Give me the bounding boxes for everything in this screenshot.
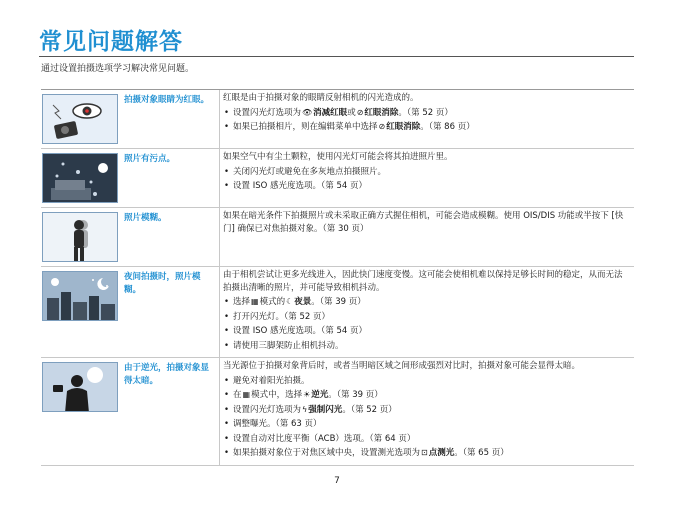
title-rule	[39, 56, 634, 57]
mode-icon: ⊡	[421, 448, 428, 457]
faq-solution-cell	[220, 358, 634, 465]
faq-problem-title: 由于逆光，拍摄对象显得太暗。	[124, 363, 210, 386]
night-scene-photo-icon	[42, 271, 118, 321]
solution-text: 设置闪光灯选项为	[233, 107, 302, 118]
solution-item	[223, 340, 630, 353]
solution-text: 。（第 52 页）	[342, 404, 397, 415]
solution-item	[223, 389, 630, 402]
red-eye-photo-icon	[42, 94, 118, 144]
faq-table	[41, 89, 634, 466]
faq-explanation: 如果在暗光条件下拍摄照片或未采取正确方式握住相机，可能会造成模糊。使用 OIS/DIS 功能或半按下 [快门] 确保已对焦拍摄对象。（第 30 页）	[223, 211, 624, 234]
option-name: 红眼消除	[364, 107, 399, 118]
solution-text: 。（第 52 页）	[398, 107, 453, 118]
mode-icon: ϟ	[302, 404, 308, 414]
mode-icon: ☾	[286, 297, 294, 306]
faq-solution-cell	[220, 267, 634, 357]
faq-solution-cell	[220, 149, 634, 207]
solution-list	[223, 296, 630, 352]
option-name: 消减红眼	[313, 107, 348, 118]
faq-explanation: 红眼是由于拍摄对象的眼睛反射相机的闪光造成的。	[223, 93, 419, 103]
solution-text: 调整曝光。（第 63 页）	[233, 419, 322, 429]
option-name: 强制闪光	[308, 404, 343, 415]
page-title: 常见问题解答	[39, 29, 183, 55]
solution-text: 避免对着阳光拍摄。	[233, 375, 310, 386]
solution-text: 。（第 39 页）	[311, 297, 366, 307]
faq-row	[41, 358, 634, 466]
solution-list	[223, 107, 630, 134]
solution-item	[223, 433, 630, 446]
mode-icon: ▦	[251, 297, 259, 306]
solution-item	[223, 107, 630, 120]
solution-text: 如果拍摄对象位于对焦区域中央，设置测光选项为	[233, 448, 421, 458]
mode-icon: 👁	[302, 107, 313, 117]
option-name: 红眼消除	[386, 122, 421, 132]
faq-problem-title: 夜间拍摄时，照片模糊。	[124, 272, 201, 295]
faq-explanation: 当光源位于拍摄对象背后时，或者当明暗区域之间形成强烈对比时，拍摄对象可能会显得太暗。	[223, 361, 581, 371]
solution-text: 。（第 86 页）	[420, 122, 475, 132]
faq-problem-cell	[41, 208, 220, 266]
mode-icon: ☀	[303, 390, 311, 399]
mode-icon: ⊘	[378, 122, 386, 131]
page-number: 7	[334, 476, 340, 486]
backlight-photo-icon	[42, 362, 118, 412]
solution-text: 模式中，选择	[251, 390, 303, 400]
solution-text: 设置 ISO 感光度选项。（第 54 页）	[233, 181, 367, 191]
solution-text: 请使用三脚架防止相机抖动。	[233, 340, 344, 351]
solution-text: 选择	[233, 297, 251, 307]
faq-problem-cell	[41, 90, 220, 148]
solution-item	[223, 311, 630, 324]
solution-text: 。（第 65 页）	[454, 448, 509, 458]
solution-text: 。（第 39 页）	[328, 390, 383, 400]
solution-text: 设置自动对比度平衡（ACB）选项。（第 64 页）	[233, 433, 416, 444]
solution-text: 设置闪光灯选项为	[233, 404, 302, 415]
page-subtitle: 通过设置拍摄选项学习解决常见问题。	[41, 64, 195, 74]
option-name: 点测光	[428, 448, 455, 458]
faq-problem-cell	[41, 267, 220, 357]
solution-item	[223, 418, 630, 431]
solution-item	[223, 121, 630, 134]
solution-text: 或	[347, 107, 356, 118]
solution-item	[223, 375, 630, 388]
mode-icon: ⊘	[356, 107, 364, 117]
solution-text: 模式的	[259, 297, 286, 307]
mode-icon: ▦	[242, 390, 251, 399]
option-name: 夜景	[294, 297, 312, 307]
faq-row	[41, 208, 634, 267]
solution-text: 设置 ISO 感光度选项。（第 54 页）	[233, 326, 367, 336]
solution-text: 关闭闪光灯或避免在多灰地点拍摄照片。	[233, 166, 387, 177]
solution-list	[223, 166, 630, 193]
faq-problem-cell	[41, 149, 220, 207]
solution-text: 打开闪光灯。（第 52 页）	[233, 311, 330, 322]
faq-row	[41, 267, 634, 358]
dust-spots-photo-icon	[42, 153, 118, 203]
solution-item	[223, 166, 630, 179]
faq-row	[41, 90, 634, 149]
solution-text: 在	[233, 390, 242, 400]
faq-solution-cell	[220, 90, 634, 148]
solution-text: 如果已拍摄相片，则在编辑菜单中选择	[233, 122, 378, 132]
faq-explanation: 如果空气中有尘土颗粒，使用闪光灯可能会将其拍进照片里。	[223, 152, 453, 162]
faq-problem-cell	[41, 358, 220, 465]
solution-item	[223, 180, 630, 193]
blurry-photo-icon	[42, 212, 118, 262]
faq-problem-title: 照片有污点。	[124, 154, 176, 164]
faq-solution-cell	[220, 208, 634, 266]
faq-problem-title: 拍摄对象眼睛为红眼。	[124, 95, 210, 105]
option-name: 逆光	[311, 390, 329, 400]
faq-explanation: 由于相机尝试让更多光线进入，因此快门速度变慢。这可能会使相机难以保持足够长时间的稳定，从而无法拍摄出清晰的照片，并可能导致相机抖动。	[223, 270, 623, 293]
solution-item	[223, 447, 630, 460]
faq-row	[41, 149, 634, 208]
solution-item	[223, 325, 630, 338]
faq-problem-title: 照片模糊。	[124, 213, 167, 223]
solution-item	[223, 404, 630, 417]
solution-item	[223, 296, 630, 309]
solution-list	[223, 375, 630, 460]
